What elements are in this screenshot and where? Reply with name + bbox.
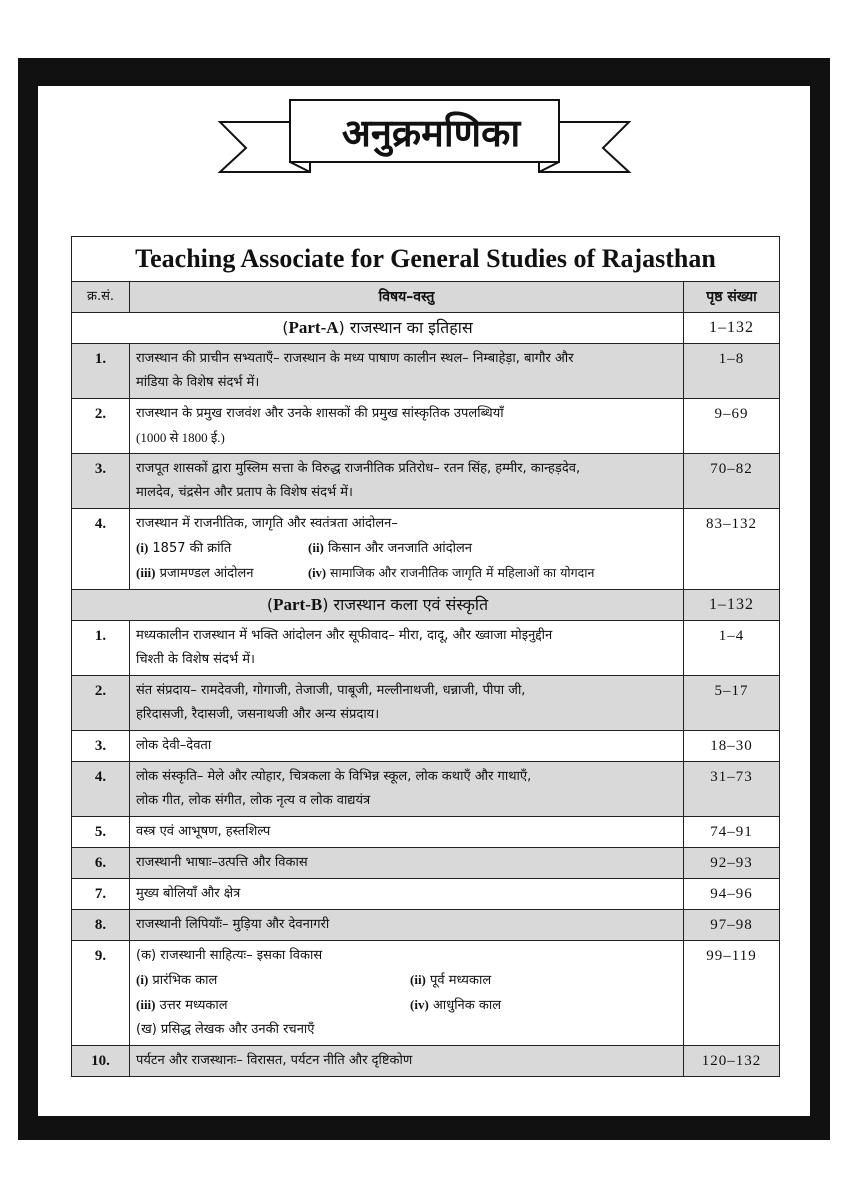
column-header-page: पृष्ठ संख्या xyxy=(684,282,780,313)
row-line: लोक गीत, लोक संगीत, लोक नृत्य व लोक वाद्ययंत्र xyxy=(136,793,371,808)
part-a-label: Part-A xyxy=(288,318,339,337)
row-number: 7. xyxy=(72,879,130,910)
row-number: 2. xyxy=(72,676,130,731)
sub-item-marker: (iii) xyxy=(136,997,156,1012)
table-row xyxy=(72,1046,780,1077)
row-line: लोक संस्कृति– मेले और त्योहार, चित्रकला के विभिन्न स्कूल, लोक कथाएँ और गाथाएँ, xyxy=(136,769,532,784)
sub-item-text: पूर्व मध्यकाल xyxy=(425,973,492,988)
row-line: (1000 से 1800 ई.) xyxy=(136,430,225,445)
part-a-row xyxy=(72,313,780,344)
row-pages: 31–73 xyxy=(684,762,780,817)
part-b-heading: राजस्थान कला एवं संस्कृति xyxy=(328,595,489,614)
row-number: 4. xyxy=(72,762,130,817)
part-a-heading: राजस्थान का इतिहास xyxy=(344,318,473,337)
sub-item xyxy=(410,968,677,993)
row-number: 1. xyxy=(72,344,130,399)
table-row xyxy=(72,879,780,910)
row-line: राजस्थान के प्रमुख राजवंश और उनके शासकों की प्रमुख सांस्कृतिक उपलब्धियाँ xyxy=(136,406,504,421)
table-row xyxy=(72,941,780,1046)
sub-item xyxy=(308,561,677,586)
row-line: मालदेव, चंद्रसेन और प्रताप के विशेष संदर्भ में। xyxy=(136,485,353,500)
table-row xyxy=(72,454,780,509)
sub-item xyxy=(308,536,677,561)
row-subject: राजस्थानी भाषाः–उत्पत्ति और विकास xyxy=(130,848,684,879)
column-header-subject: विषय–वस्तु xyxy=(130,282,684,313)
row-line: (ख) प्रसिद्ध लेखक और उनकी रचनाएँ xyxy=(136,1022,315,1037)
row-subject xyxy=(130,676,684,731)
column-header-no: क्र.सं. xyxy=(72,282,130,313)
part-a-pages: 1–132 xyxy=(684,313,780,344)
table-row xyxy=(72,848,780,879)
row-line: राजपूत शासकों द्वारा मुस्लिम सत्ता के विरुद्ध राजनीतिक प्रतिरोध– रतन सिंह, हम्मीर, कान्हड़देव, xyxy=(136,461,581,476)
sub-items xyxy=(136,536,677,586)
row-number: 9. xyxy=(72,941,130,1046)
sub-item xyxy=(136,561,308,586)
row-line: मांडिया के विशेष संदर्भ में। xyxy=(136,375,260,390)
row-number: 4. xyxy=(72,509,130,590)
sub-item-marker: (iv) xyxy=(308,566,327,580)
table-row xyxy=(72,910,780,941)
sub-item-text: सामाजिक और राजनीतिक जागृति में महिलाओं का योगदान xyxy=(326,565,595,580)
sub-item-marker: (iv) xyxy=(410,997,429,1012)
table-row xyxy=(72,399,780,454)
part-b-row xyxy=(72,590,780,621)
sub-item xyxy=(410,993,677,1018)
row-pages: 1–4 xyxy=(684,621,780,676)
sub-item-marker: (ii) xyxy=(410,972,426,987)
row-pages: 97–98 xyxy=(684,910,780,941)
row-subject xyxy=(130,399,684,454)
sub-item-marker: (ii) xyxy=(308,540,324,555)
sub-item-marker: (i) xyxy=(136,540,149,555)
row-pages: 1–8 xyxy=(684,344,780,399)
row-subject xyxy=(130,509,684,590)
sub-item-marker: (i) xyxy=(136,972,149,987)
table-row xyxy=(72,344,780,399)
row-number: 1. xyxy=(72,621,130,676)
row-pages: 120–132 xyxy=(684,1046,780,1077)
row-subject: वस्त्र एवं आभूषण, हस्तशिल्प xyxy=(130,817,684,848)
row-line: चिश्ती के विशेष संदर्भ में। xyxy=(136,652,255,667)
row-subject xyxy=(130,344,684,399)
part-b-label: Part-B xyxy=(273,595,323,614)
row-line: संत संप्रदाय– रामदेवजी, गोगाजी, तेजाजी, पाबूजी, मल्लीनाथजी, धन्नाजी, पीपा जी, xyxy=(136,683,526,698)
sub-item xyxy=(136,536,308,561)
part-b-pages: 1–132 xyxy=(684,590,780,621)
row-line: राजस्थान में राजनीतिक, जागृति और स्वतंत्रता आंदोलन– xyxy=(136,516,398,531)
row-pages: 74–91 xyxy=(684,817,780,848)
table-row xyxy=(72,731,780,762)
sub-items xyxy=(136,968,677,1018)
sub-item xyxy=(136,968,410,993)
row-pages: 70–82 xyxy=(684,454,780,509)
page-title: अनुक्रमणिका xyxy=(341,111,521,155)
row-subject: राजस्थानी लिपियाँः– मुड़िया और देवनागरी xyxy=(130,910,684,941)
row-subject xyxy=(130,762,684,817)
row-pages: 94–96 xyxy=(684,879,780,910)
row-line: (क) राजस्थानी साहित्यः– इसका विकास xyxy=(136,948,323,963)
table-title: Teaching Associate for General Studies of Rajasthan xyxy=(72,237,780,282)
row-number: 6. xyxy=(72,848,130,879)
row-number: 8. xyxy=(72,910,130,941)
part-a-title: (Part-A) राजस्थान का इतिहास xyxy=(72,313,684,344)
row-pages: 99–119 xyxy=(684,941,780,1046)
row-pages: 18–30 xyxy=(684,731,780,762)
row-pages: 5–17 xyxy=(684,676,780,731)
row-line: हरिदासजी, रैदासजी, जसनाथजी और अन्य संप्रदाय। xyxy=(136,707,380,722)
row-pages: 92–93 xyxy=(684,848,780,879)
sub-item-marker: (iii) xyxy=(136,565,156,580)
sub-item-text: उत्तर मध्यकाल xyxy=(155,998,228,1013)
row-subject xyxy=(130,454,684,509)
sub-item-text: आधुनिक काल xyxy=(428,998,502,1013)
row-number: 2. xyxy=(72,399,130,454)
contents-table xyxy=(71,236,780,1077)
row-number: 3. xyxy=(72,731,130,762)
row-subject: मुख्य बोलियाँ और क्षेत्र xyxy=(130,879,684,910)
table-row xyxy=(72,621,780,676)
table-row xyxy=(72,762,780,817)
sub-item xyxy=(136,993,410,1018)
row-subject xyxy=(130,941,684,1046)
table-row xyxy=(72,509,780,590)
row-number: 10. xyxy=(72,1046,130,1077)
part-b-title: (Part-B) राजस्थान कला एवं संस्कृति xyxy=(72,590,684,621)
row-pages: 9–69 xyxy=(684,399,780,454)
row-pages: 83–132 xyxy=(684,509,780,590)
table-row xyxy=(72,676,780,731)
row-subject: पर्यटन और राजस्थानः– विरासत, पर्यटन नीति और दृष्टिकोण xyxy=(130,1046,684,1077)
row-number: 5. xyxy=(72,817,130,848)
sub-item-text: 1857 की क्रांति xyxy=(148,541,232,556)
row-line: मध्यकालीन राजस्थान में भक्ति आंदोलन और सूफीवाद– मीरा, दादू, और ख्वाजा मोइनुद्दीन xyxy=(136,628,553,643)
sub-item-text: प्रारंभिक काल xyxy=(148,973,218,988)
sub-item-text: किसान और जनजाति आंदोलन xyxy=(323,541,472,556)
row-subject xyxy=(130,621,684,676)
sub-item-text: प्रजामण्डल आंदोलन xyxy=(155,566,254,581)
row-line: राजस्थान की प्राचीन सभ्यताएँ– राजस्थान के मध्य पाषाण कालीन स्थल– निम्बाहेड़ा, बागौर और xyxy=(136,351,574,366)
row-subject: लोक देवी–देवता xyxy=(130,731,684,762)
table-row xyxy=(72,817,780,848)
table-header-row xyxy=(72,282,780,313)
row-number: 3. xyxy=(72,454,130,509)
